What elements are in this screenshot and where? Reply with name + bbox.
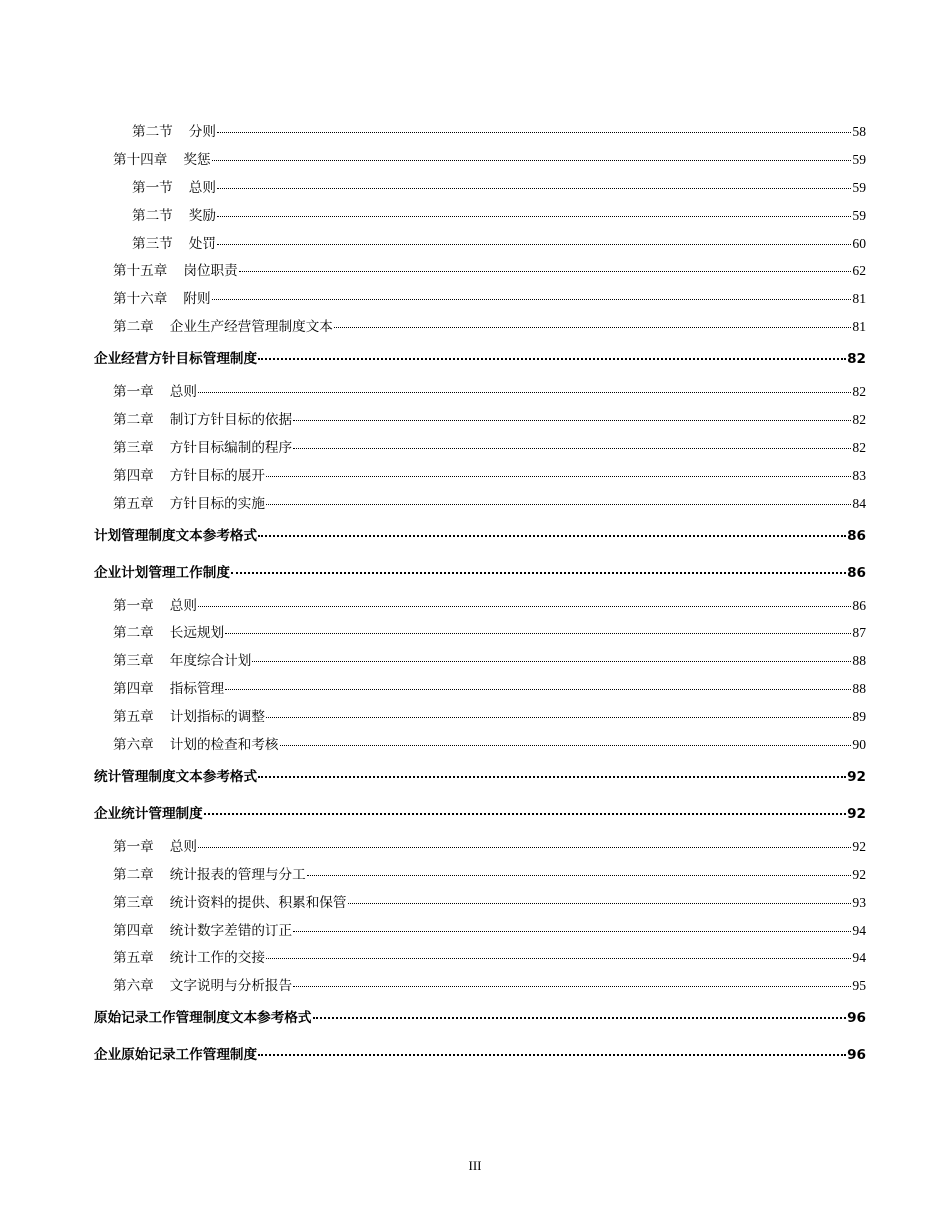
toc-entry[interactable] [0, 434, 866, 462]
toc-entry-page: 92 [852, 838, 866, 854]
toc-entry[interactable] [0, 174, 866, 202]
toc-entry-number: 第三节 [132, 235, 173, 251]
toc-entry[interactable] [0, 1037, 866, 1074]
toc-entry-title: 统计管理制度文本参考格式 [94, 768, 258, 785]
toc-entry-number: 第十六章 [113, 291, 168, 307]
toc-entry-page: 92 [847, 805, 866, 822]
dot-leader [231, 572, 846, 574]
toc-entry-title: 总则 [169, 384, 197, 400]
toc-entry-title: 计划的检查和考核 [169, 737, 279, 753]
dot-leader [212, 160, 852, 161]
toc-entry-page: 84 [852, 495, 866, 511]
toc-entry-title: 企业计划管理工作制度 [94, 564, 230, 581]
toc-entry-number: 第三章 [113, 894, 154, 910]
toc-entry-page: 59 [852, 207, 866, 223]
toc-entry-number: 第十五章 [113, 263, 168, 279]
dot-leader [258, 535, 846, 537]
toc-entry[interactable] [0, 555, 866, 592]
toc-entry-number: 第三章 [113, 439, 154, 455]
toc-entry[interactable] [0, 972, 866, 1000]
toc-entry-title: 制订方针目标的依据 [169, 412, 293, 428]
toc-entry[interactable] [0, 1000, 866, 1037]
toc-entry-page: 92 [847, 768, 866, 785]
toc-entry-title: 统计报表的管理与分工 [169, 866, 306, 882]
toc-entry[interactable] [0, 490, 866, 518]
toc-entry-page: 81 [852, 319, 866, 335]
toc-entry-number: 第二章 [113, 319, 154, 335]
toc-entry-number: 第一章 [113, 384, 154, 400]
toc-entry-title: 岗位职责 [183, 263, 238, 279]
toc-entry[interactable] [0, 944, 866, 972]
toc-entry[interactable] [0, 703, 866, 731]
toc-entry-title: 统计数字差错的订正 [169, 922, 293, 938]
toc-entry[interactable] [0, 341, 866, 378]
toc-entry[interactable] [0, 257, 866, 285]
toc-entry-page: 86 [847, 527, 866, 544]
toc-entry[interactable] [0, 118, 866, 146]
toc-entry-title: 企业生产经营管理制度文本 [169, 319, 333, 335]
toc-entry-page: 90 [852, 737, 866, 753]
toc-entry-title: 附则 [183, 291, 211, 307]
dot-leader [293, 931, 851, 932]
toc-entry-page: 58 [852, 124, 866, 139]
dot-leader [252, 661, 851, 662]
dot-leader [225, 689, 851, 690]
toc-entry[interactable] [0, 230, 866, 258]
dot-leader [266, 958, 851, 959]
toc-entry[interactable] [0, 731, 866, 759]
toc-entry[interactable] [0, 462, 866, 490]
toc-entry[interactable] [0, 647, 866, 675]
toc-entry-number: 第十四章 [113, 151, 168, 167]
toc-entry-page: 88 [852, 681, 866, 697]
toc-entry[interactable] [0, 378, 866, 406]
toc-entry-title: 奖惩 [183, 151, 211, 167]
toc-entry[interactable] [0, 889, 866, 917]
dot-leader [266, 504, 851, 505]
toc-entry-number: 第一章 [113, 597, 154, 613]
toc-entry-number: 第五章 [113, 709, 154, 725]
page-number: III [468, 1158, 482, 1173]
dot-leader [258, 1054, 846, 1056]
dot-leader [348, 903, 852, 904]
toc-entry-page: 81 [852, 291, 866, 307]
toc-entry-title: 方针目标的展开 [169, 467, 265, 483]
toc-entry-page: 82 [852, 412, 866, 428]
dot-leader [217, 132, 851, 133]
dot-leader [293, 420, 851, 421]
toc-entry-page: 82 [852, 384, 866, 400]
toc-entry-title: 计划管理制度文本参考格式 [94, 527, 258, 544]
toc-entry-page: 83 [852, 467, 866, 483]
toc-entry-title: 总则 [169, 838, 197, 854]
dot-leader [313, 1017, 847, 1019]
toc-entry[interactable] [0, 675, 866, 703]
dot-leader [239, 271, 852, 272]
toc-entry[interactable] [0, 592, 866, 620]
toc-entry-page: 86 [847, 564, 866, 581]
toc-entry-title: 方针目标的实施 [169, 495, 265, 511]
toc-entry[interactable] [0, 796, 866, 833]
dot-leader [307, 875, 852, 876]
dot-leader [217, 244, 851, 245]
toc-entry-title: 总则 [169, 597, 197, 613]
toc-entry-title: 企业原始记录工作管理制度 [94, 1047, 258, 1064]
toc-entry-title: 处罚 [188, 235, 216, 251]
toc-entry-number: 第二章 [113, 866, 154, 882]
toc-entry-page: 59 [852, 151, 866, 167]
toc-entry-page: 88 [852, 653, 866, 669]
dot-leader [266, 717, 851, 718]
toc-entry-page: 89 [852, 709, 866, 725]
toc-entry-number: 第五章 [113, 950, 154, 966]
toc-entry-title: 总则 [188, 179, 216, 195]
toc-entry-page: 93 [852, 894, 866, 910]
toc-entry-title: 分则 [188, 124, 216, 139]
toc-entry-page: 94 [852, 950, 866, 966]
dot-leader [225, 633, 851, 634]
toc-entry-number: 第二章 [113, 412, 154, 428]
toc-entry-page: 59 [852, 179, 866, 195]
toc-entry-number: 第二章 [113, 625, 154, 641]
toc-entry-number: 第四章 [113, 922, 154, 938]
toc-entry-page: 96 [847, 1010, 866, 1027]
dot-leader [258, 776, 846, 778]
toc-entry-page: 94 [852, 922, 866, 938]
toc-entry-page: 96 [847, 1047, 866, 1064]
toc-entry-title: 计划指标的调整 [169, 709, 265, 725]
dot-leader [198, 847, 851, 848]
dot-leader [198, 392, 851, 393]
dot-leader [204, 813, 846, 815]
toc-entry[interactable] [0, 285, 866, 313]
dot-leader [280, 745, 852, 746]
toc-entry-title: 指标管理 [169, 681, 225, 697]
toc-entry[interactable] [0, 759, 866, 796]
toc-entry-title: 方针目标编制的程序 [169, 439, 293, 455]
toc-entry-title: 企业统计管理制度 [94, 805, 203, 822]
toc-entry-page: 86 [852, 597, 866, 613]
toc-entry-page: 62 [852, 263, 866, 279]
toc-entry[interactable] [0, 202, 866, 230]
dot-leader [258, 358, 846, 360]
toc-entry-title: 年度综合计划 [169, 653, 252, 669]
table-of-contents [0, 118, 950, 1074]
toc-entry-number: 第二节 [132, 124, 173, 139]
toc-entry-title: 长远规划 [169, 625, 225, 641]
toc-entry-page: 95 [852, 978, 866, 994]
toc-entry-page: 60 [852, 235, 866, 251]
toc-entry-number: 第四章 [113, 681, 154, 697]
dot-leader [217, 188, 851, 189]
toc-entry-number: 第四章 [113, 467, 154, 483]
toc-entry[interactable] [0, 146, 866, 174]
toc-entry-number: 第六章 [113, 737, 154, 753]
toc-entry-number: 第五章 [113, 495, 154, 511]
toc-entry-page: 82 [847, 351, 866, 368]
toc-entry-number: 第二节 [132, 207, 173, 223]
toc-entry-page: 92 [852, 866, 866, 882]
dot-leader [293, 986, 851, 987]
toc-entry[interactable] [0, 313, 866, 341]
toc-entry-number: 第六章 [113, 978, 154, 994]
toc-entry[interactable] [0, 861, 866, 889]
toc-entry[interactable] [0, 619, 866, 647]
dot-leader [198, 606, 851, 607]
dot-leader [266, 476, 851, 477]
dot-leader [217, 216, 851, 217]
dot-leader [334, 327, 852, 328]
toc-entry-page: 87 [852, 625, 866, 641]
toc-entry[interactable] [0, 406, 866, 434]
toc-entry-page: 82 [852, 439, 866, 455]
toc-entry-title: 奖励 [188, 207, 216, 223]
toc-entry-title: 企业经营方针目标管理制度 [94, 351, 258, 368]
toc-entry-title: 文字说明与分析报告 [169, 978, 293, 994]
toc-entry[interactable] [0, 917, 866, 945]
toc-entry-title: 统计工作的交接 [169, 950, 265, 966]
dot-leader [212, 299, 852, 300]
dot-leader [293, 448, 851, 449]
toc-entry-number: 第一节 [132, 179, 173, 195]
toc-entry[interactable] [0, 518, 866, 555]
toc-entry-title: 原始记录工作管理制度文本参考格式 [94, 1010, 312, 1027]
toc-entry[interactable] [0, 833, 866, 861]
toc-entry-number: 第一章 [113, 838, 154, 854]
toc-entry-title: 统计资料的提供、积累和保管 [169, 894, 347, 910]
toc-entry-number: 第三章 [113, 653, 154, 669]
